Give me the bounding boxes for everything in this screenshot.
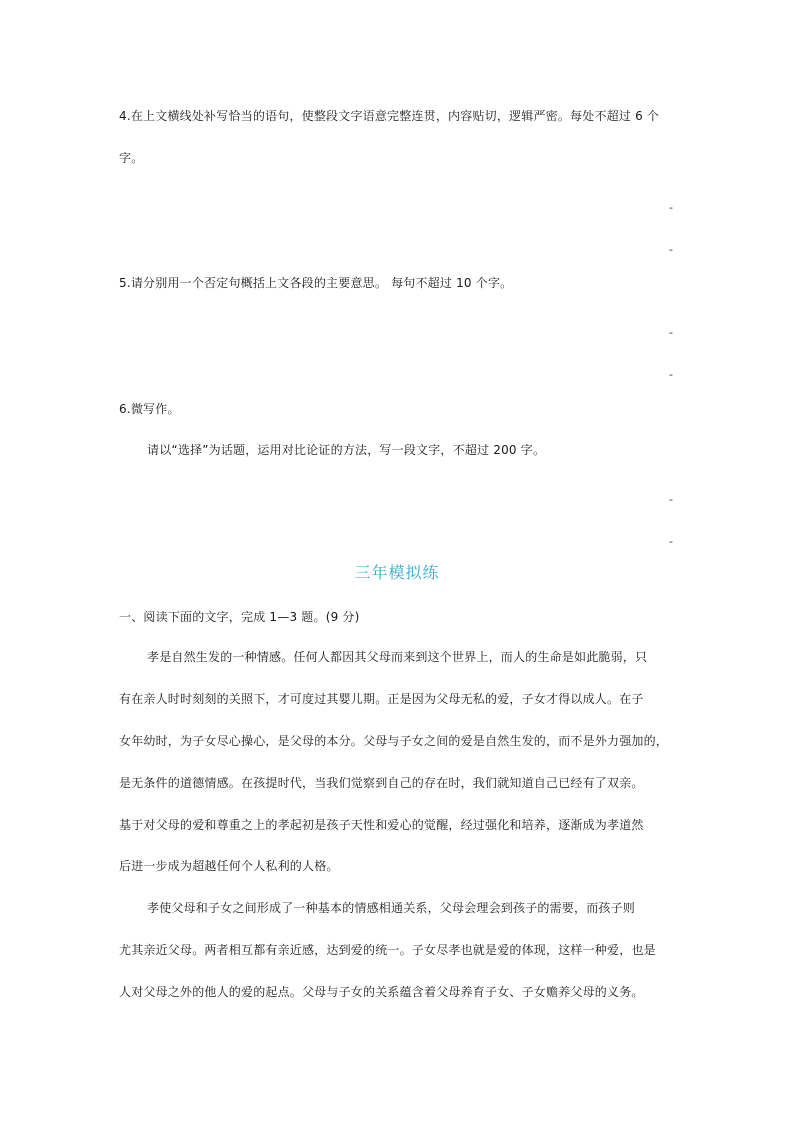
section-title: 三年模拟练	[354, 563, 440, 582]
answer-blank-mark: -	[669, 326, 673, 339]
passage-line: 尤其亲近父母。两者相互都有亲近感，达到爱的统一。子女尽孝也就是爱的体现，这样一种爱，也是	[119, 943, 656, 957]
passage-line: 后进一步成为超越任何个人私利的人格。	[119, 859, 339, 873]
passage-line: 孝使父母和子女之间形成了一种基本的情感相通关系，父母会理会到孩子的需要，而孩子则	[147, 901, 636, 915]
question-5-text: 5.请分别用一个否定句概括上文各段的主要意思。 每句不超过 10 个字。	[119, 276, 513, 290]
passage-line: 人对父母之外的他人的爱的起点。父母与子女的关系蕴含着父母养育子女、子女赡养父母的义务。	[119, 985, 644, 999]
passage-line: 有在亲人时时刻刻的关照下，才可度过其婴儿期。正是因为父母无私的爱，子女才得以成人。在子	[119, 692, 644, 706]
answer-blank-mark: -	[669, 243, 673, 256]
answer-blank-mark: -	[669, 201, 673, 214]
answer-blank-mark: -	[669, 493, 673, 506]
question-4-text-continued: 字。	[119, 151, 144, 165]
passage-line: 孝是自然生发的一种情感。任何人都因其父母而来到这个世界上，而人的生命是如此脆弱，只	[147, 650, 648, 664]
answer-blank-mark: -	[669, 535, 673, 548]
question-6-prompt: 请以“选择”为话题，运用对比论证的方法，写一段文字，不超过 200 字。	[147, 443, 546, 457]
passage-line: 女年幼时，为子女尽心操心，是父母的本分。父母与子女之间的爱是自然生发的，而不是外力强加的，	[119, 734, 669, 748]
passage-line: 基于对父母的爱和尊重之上的孝起初是孩子天性和爱心的觉醒，经过强化和培养，逐渐成为孝道然	[119, 818, 644, 832]
answer-blank-mark: -	[669, 368, 673, 381]
question-6-title: 6.微写作。	[119, 402, 180, 416]
reading-instruction: 一、阅读下面的文字，完成 1—3 题。(9 分)	[119, 610, 360, 624]
passage-line: 是无条件的道德情感。在孩提时代，当我们觉察到自己的存在时，我们就知道自己已经有了双亲。	[119, 776, 644, 790]
question-4-text: 4.在上文横线处补写恰当的语句，使整段文字语意完整连贯，内容贴切，逻辑严密。每处不超过 6 个	[119, 109, 660, 123]
